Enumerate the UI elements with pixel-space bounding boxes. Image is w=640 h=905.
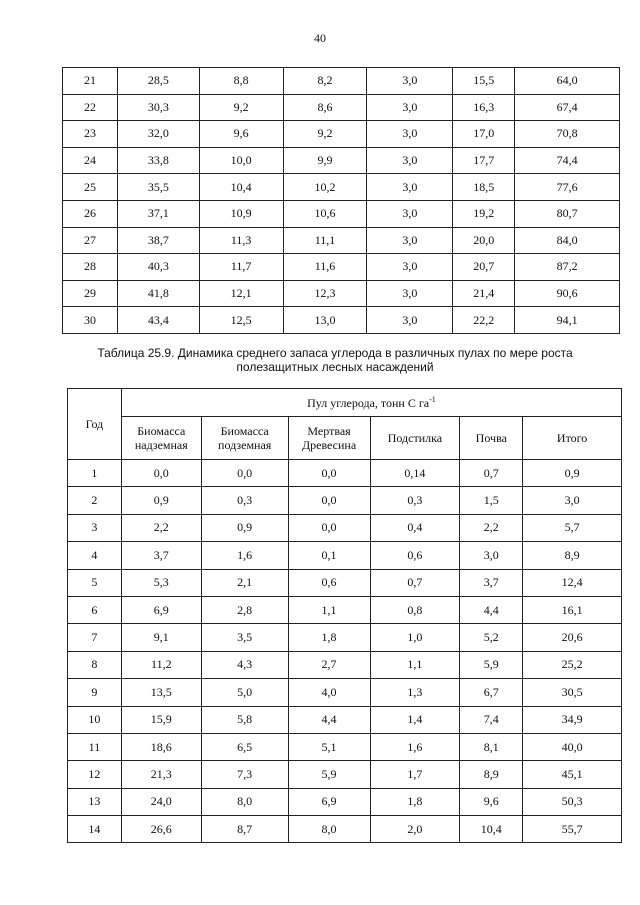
value-cell: 17,7: [453, 147, 515, 174]
column-header-line-2: Древесина: [301, 438, 357, 452]
value-cell: 37,1: [117, 200, 199, 227]
value-cell: 20,6: [523, 624, 622, 651]
value-cell: 8,6: [283, 94, 367, 121]
value-cell: 4,4: [288, 706, 370, 733]
value-cell: 9,2: [283, 121, 367, 148]
year-cell: 12: [68, 761, 122, 788]
value-cell: 45,1: [523, 761, 622, 788]
value-cell: 3,0: [523, 487, 622, 514]
value-cell: 0,1: [288, 542, 370, 569]
value-cell: 3,5: [201, 624, 288, 651]
value-cell: 11,1: [283, 227, 367, 254]
value-cell: 3,0: [367, 147, 453, 174]
value-cell: 0,9: [523, 460, 622, 487]
value-cell: 6,5: [201, 733, 288, 760]
value-cell: 64,0: [515, 68, 620, 95]
table-row: [68, 788, 622, 815]
pool-header-superscript: -1: [429, 394, 436, 404]
value-cell: 8,7: [201, 816, 288, 843]
value-cell: 43,4: [117, 307, 199, 334]
value-cell: 8,1: [460, 733, 523, 760]
value-cell: 8,0: [201, 788, 288, 815]
value-cell: 6,9: [288, 788, 370, 815]
value-cell: 12,3: [283, 280, 367, 307]
year-cell: 26: [63, 200, 118, 227]
value-cell: 9,1: [121, 624, 201, 651]
year-cell: 10: [68, 706, 122, 733]
value-cell: 10,4: [199, 174, 283, 201]
table-caption: [70, 346, 600, 374]
page-number: 40: [314, 31, 326, 45]
column-header: [201, 417, 288, 460]
table-row: [68, 460, 622, 487]
caption-line-2: полезащитных лесных насаждений: [236, 360, 434, 374]
value-cell: 1,1: [288, 596, 370, 623]
table-row: [68, 706, 622, 733]
year-cell: 4: [68, 542, 122, 569]
column-header-line-1: Биомасса: [137, 424, 186, 438]
value-cell: 9,9: [283, 147, 367, 174]
value-cell: 3,0: [367, 280, 453, 307]
table-row: [63, 200, 620, 227]
value-cell: 1,3: [370, 679, 460, 706]
table-row: [63, 147, 620, 174]
carbon-pool-table: [67, 388, 622, 843]
value-cell: 38,7: [117, 227, 199, 254]
column-header: [121, 417, 201, 460]
table-row: [68, 542, 622, 569]
value-cell: 4,3: [201, 651, 288, 678]
table-row: [68, 514, 622, 541]
value-cell: 3,0: [367, 307, 453, 334]
value-cell: 12,1: [199, 280, 283, 307]
value-cell: 18,6: [121, 733, 201, 760]
column-header-line-1: Биомасса: [220, 424, 269, 438]
year-cell: 7: [68, 624, 122, 651]
value-cell: 0,14: [370, 460, 460, 487]
value-cell: 2,0: [370, 816, 460, 843]
value-cell: 1,1: [370, 651, 460, 678]
value-cell: 7,3: [201, 761, 288, 788]
table-row: [63, 280, 620, 307]
value-cell: 5,3: [121, 569, 201, 596]
value-cell: 33,8: [117, 147, 199, 174]
value-cell: 11,2: [121, 651, 201, 678]
value-cell: 0,7: [460, 460, 523, 487]
value-cell: 7,4: [460, 706, 523, 733]
value-cell: 3,7: [460, 569, 523, 596]
value-cell: 26,6: [121, 816, 201, 843]
value-cell: 8,2: [283, 68, 367, 95]
value-cell: 0,0: [288, 487, 370, 514]
value-cell: 3,0: [367, 68, 453, 95]
value-cell: 13,5: [121, 679, 201, 706]
year-cell: 3: [68, 514, 122, 541]
table-row: [68, 651, 622, 678]
value-cell: 3,0: [367, 227, 453, 254]
year-cell: 30: [63, 307, 118, 334]
value-cell: 94,1: [515, 307, 620, 334]
value-cell: 11,3: [199, 227, 283, 254]
value-cell: 34,9: [523, 706, 622, 733]
value-cell: 21,3: [121, 761, 201, 788]
table-row: [68, 487, 622, 514]
table-row: [68, 733, 622, 760]
column-header: [523, 417, 622, 460]
value-cell: 11,6: [283, 254, 367, 281]
value-cell: 13,0: [283, 307, 367, 334]
column-header-line-2: подземная: [218, 438, 272, 452]
value-cell: 22,2: [453, 307, 515, 334]
value-cell: 2,1: [201, 569, 288, 596]
value-cell: 16,1: [523, 596, 622, 623]
table-row: [68, 679, 622, 706]
value-cell: 3,7: [121, 542, 201, 569]
value-cell: 87,2: [515, 254, 620, 281]
value-cell: 9,6: [460, 788, 523, 815]
year-cell: 11: [68, 733, 122, 760]
value-cell: 30,3: [117, 94, 199, 121]
table-row: [63, 307, 620, 334]
year-cell: 2: [68, 487, 122, 514]
value-cell: 0,0: [201, 460, 288, 487]
value-cell: 0,7: [370, 569, 460, 596]
value-cell: 19,2: [453, 200, 515, 227]
value-cell: 3,0: [367, 121, 453, 148]
table-row: [68, 569, 622, 596]
value-cell: 41,8: [117, 280, 199, 307]
value-cell: 5,1: [288, 733, 370, 760]
value-cell: 8,0: [288, 816, 370, 843]
value-cell: 0,0: [121, 460, 201, 487]
value-cell: 3,0: [460, 542, 523, 569]
value-cell: 6,9: [121, 596, 201, 623]
value-cell: 11,7: [199, 254, 283, 281]
table-row: [63, 254, 620, 281]
value-cell: 18,5: [453, 174, 515, 201]
year-cell: 27: [63, 227, 118, 254]
year-cell: 21: [63, 68, 118, 95]
year-cell: 14: [68, 816, 122, 843]
value-cell: 5,7: [523, 514, 622, 541]
value-cell: 84,0: [515, 227, 620, 254]
caption-line-1: Таблица 25.9. Динамика среднего запаса углерода в различных пулах по мере роста: [97, 346, 573, 360]
value-cell: 40,3: [117, 254, 199, 281]
table-row: [63, 121, 620, 148]
column-header-line-2: надземная: [134, 438, 188, 452]
column-header-line-1: Подстилка: [387, 431, 443, 445]
value-cell: 0,6: [288, 569, 370, 596]
value-cell: 3,0: [367, 200, 453, 227]
value-cell: 30,5: [523, 679, 622, 706]
column-header-line-1: Мертвая: [307, 424, 351, 438]
table-row: [68, 596, 622, 623]
value-cell: 8,9: [460, 761, 523, 788]
value-cell: 1,7: [370, 761, 460, 788]
table-row: [63, 68, 620, 95]
value-cell: 2,2: [460, 514, 523, 541]
year-cell: 1: [68, 460, 122, 487]
value-cell: 10,2: [283, 174, 367, 201]
column-header-line-1: Итого: [556, 431, 588, 445]
year-cell: 5: [68, 569, 122, 596]
table-row: [63, 94, 620, 121]
value-cell: 12,4: [523, 569, 622, 596]
value-cell: 77,6: [515, 174, 620, 201]
column-header: [460, 417, 523, 460]
value-cell: 9,2: [199, 94, 283, 121]
value-cell: 25,2: [523, 651, 622, 678]
value-cell: 15,9: [121, 706, 201, 733]
value-cell: 4,4: [460, 596, 523, 623]
value-cell: 1,6: [201, 542, 288, 569]
value-cell: 40,0: [523, 733, 622, 760]
value-cell: 17,0: [453, 121, 515, 148]
table-continuation: [62, 67, 620, 334]
column-header-line-1: Почва: [475, 431, 507, 445]
value-cell: 4,0: [288, 679, 370, 706]
value-cell: 1,0: [370, 624, 460, 651]
value-cell: 5,2: [460, 624, 523, 651]
table-row: [68, 761, 622, 788]
value-cell: 35,5: [117, 174, 199, 201]
value-cell: 5,9: [460, 651, 523, 678]
year-cell: 28: [63, 254, 118, 281]
value-cell: 3,0: [367, 254, 453, 281]
value-cell: 10,6: [283, 200, 367, 227]
table-row: [68, 624, 622, 651]
year-cell: 13: [68, 788, 122, 815]
value-cell: 1,8: [288, 624, 370, 651]
value-cell: 6,7: [460, 679, 523, 706]
value-cell: 0,0: [288, 514, 370, 541]
table-row: [63, 174, 620, 201]
value-cell: 0,9: [201, 514, 288, 541]
value-cell: 0,3: [201, 487, 288, 514]
value-cell: 0,4: [370, 514, 460, 541]
value-cell: 16,3: [453, 94, 515, 121]
value-cell: 12,5: [199, 307, 283, 334]
value-cell: 1,8: [370, 788, 460, 815]
value-cell: 28,5: [117, 68, 199, 95]
value-cell: 67,4: [515, 94, 620, 121]
value-cell: 3,0: [367, 174, 453, 201]
value-cell: 5,8: [201, 706, 288, 733]
year-cell: 8: [68, 651, 122, 678]
value-cell: 80,7: [515, 200, 620, 227]
value-cell: 0,3: [370, 487, 460, 514]
pool-header: [121, 389, 621, 417]
value-cell: 10,4: [460, 816, 523, 843]
value-cell: 8,9: [523, 542, 622, 569]
value-cell: 70,8: [515, 121, 620, 148]
value-cell: 10,9: [199, 200, 283, 227]
value-cell: 50,3: [523, 788, 622, 815]
table-row: [63, 227, 620, 254]
value-cell: 74,4: [515, 147, 620, 174]
column-header: [370, 417, 460, 460]
value-cell: 0,0: [288, 460, 370, 487]
value-cell: 90,6: [515, 280, 620, 307]
column-header: [288, 417, 370, 460]
value-cell: 15,5: [453, 68, 515, 95]
value-cell: 10,0: [199, 147, 283, 174]
table-row: [68, 816, 622, 843]
year-cell: 24: [63, 147, 118, 174]
year-cell: 25: [63, 174, 118, 201]
value-cell: 0,6: [370, 542, 460, 569]
value-cell: 2,2: [121, 514, 201, 541]
year-cell: 9: [68, 679, 122, 706]
value-cell: 20,7: [453, 254, 515, 281]
value-cell: 1,6: [370, 733, 460, 760]
value-cell: 1,5: [460, 487, 523, 514]
value-cell: 0,8: [370, 596, 460, 623]
year-cell: 22: [63, 94, 118, 121]
value-cell: 32,0: [117, 121, 199, 148]
value-cell: 5,0: [201, 679, 288, 706]
value-cell: 5,9: [288, 761, 370, 788]
pool-header-text: Пул углерода, тонн С га: [307, 395, 430, 410]
value-cell: 2,7: [288, 651, 370, 678]
year-cell: 6: [68, 596, 122, 623]
value-cell: 3,0: [367, 94, 453, 121]
value-cell: 24,0: [121, 788, 201, 815]
year-cell: 23: [63, 121, 118, 148]
value-cell: 0,9: [121, 487, 201, 514]
value-cell: 8,8: [199, 68, 283, 95]
value-cell: 55,7: [523, 816, 622, 843]
year-header: Год: [68, 389, 122, 460]
value-cell: 20,0: [453, 227, 515, 254]
value-cell: 1,4: [370, 706, 460, 733]
value-cell: 9,6: [199, 121, 283, 148]
value-cell: 21,4: [453, 280, 515, 307]
value-cell: 2,8: [201, 596, 288, 623]
year-cell: 29: [63, 280, 118, 307]
